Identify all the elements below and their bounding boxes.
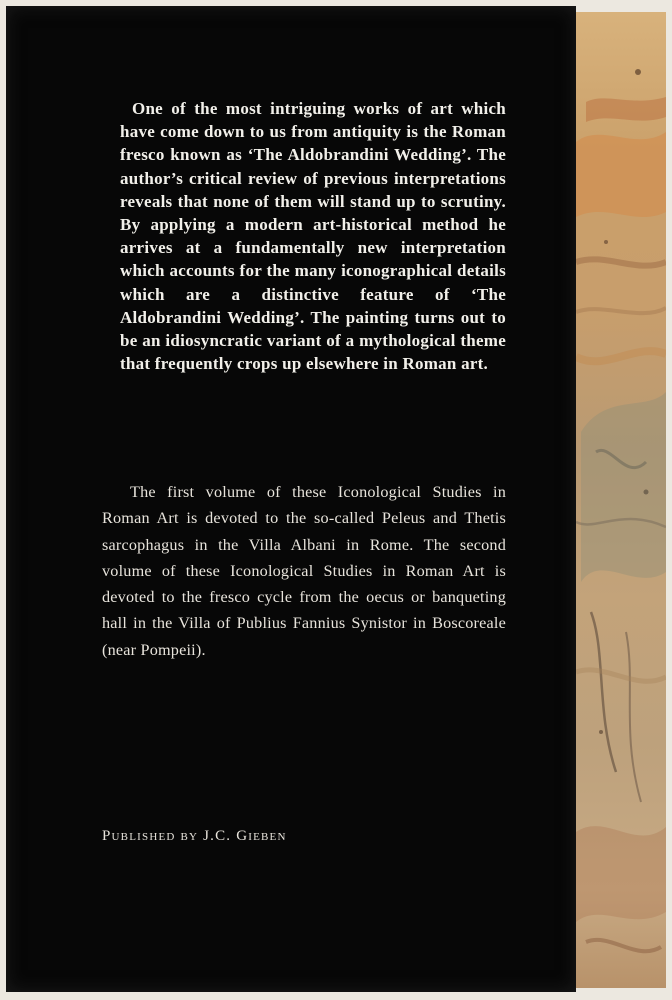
series-volumes-note: The first volume of these Iconological Studies in Roman Art is devoted to the so-called Peleus and Thetis sarcophagus in the Villa Albani in Rome. The second volume of these Iconological Studies in Roman Art is devoted to the fresco cycle from the oecus or banqueting hall in the Villa of Publius Fannius Synistor in Boscoreale (near Pompeii).	[102, 483, 506, 659]
fresco-detail-image	[576, 12, 666, 988]
publisher-imprint: Published by J.C. Gieben	[102, 828, 287, 844]
description-blurb: One of the most intriguing works of art which have come down to us from antiquity is the Roman fresco known as ‘The Aldobrandini Wedding’. The author’s critical review of previous interpretations reveals that none of them will stand up to scrutiny. By applying a modern art-historical method he arrives at a fundamentally new interpretation which accounts for the many iconographical details which are a distinctive feature of ‘The Aldobrandini Wedding’. The painting turns out to be an idiosyncratic variant of a mythological theme that frequently crops up elsewhere in Roman art.	[120, 99, 506, 374]
